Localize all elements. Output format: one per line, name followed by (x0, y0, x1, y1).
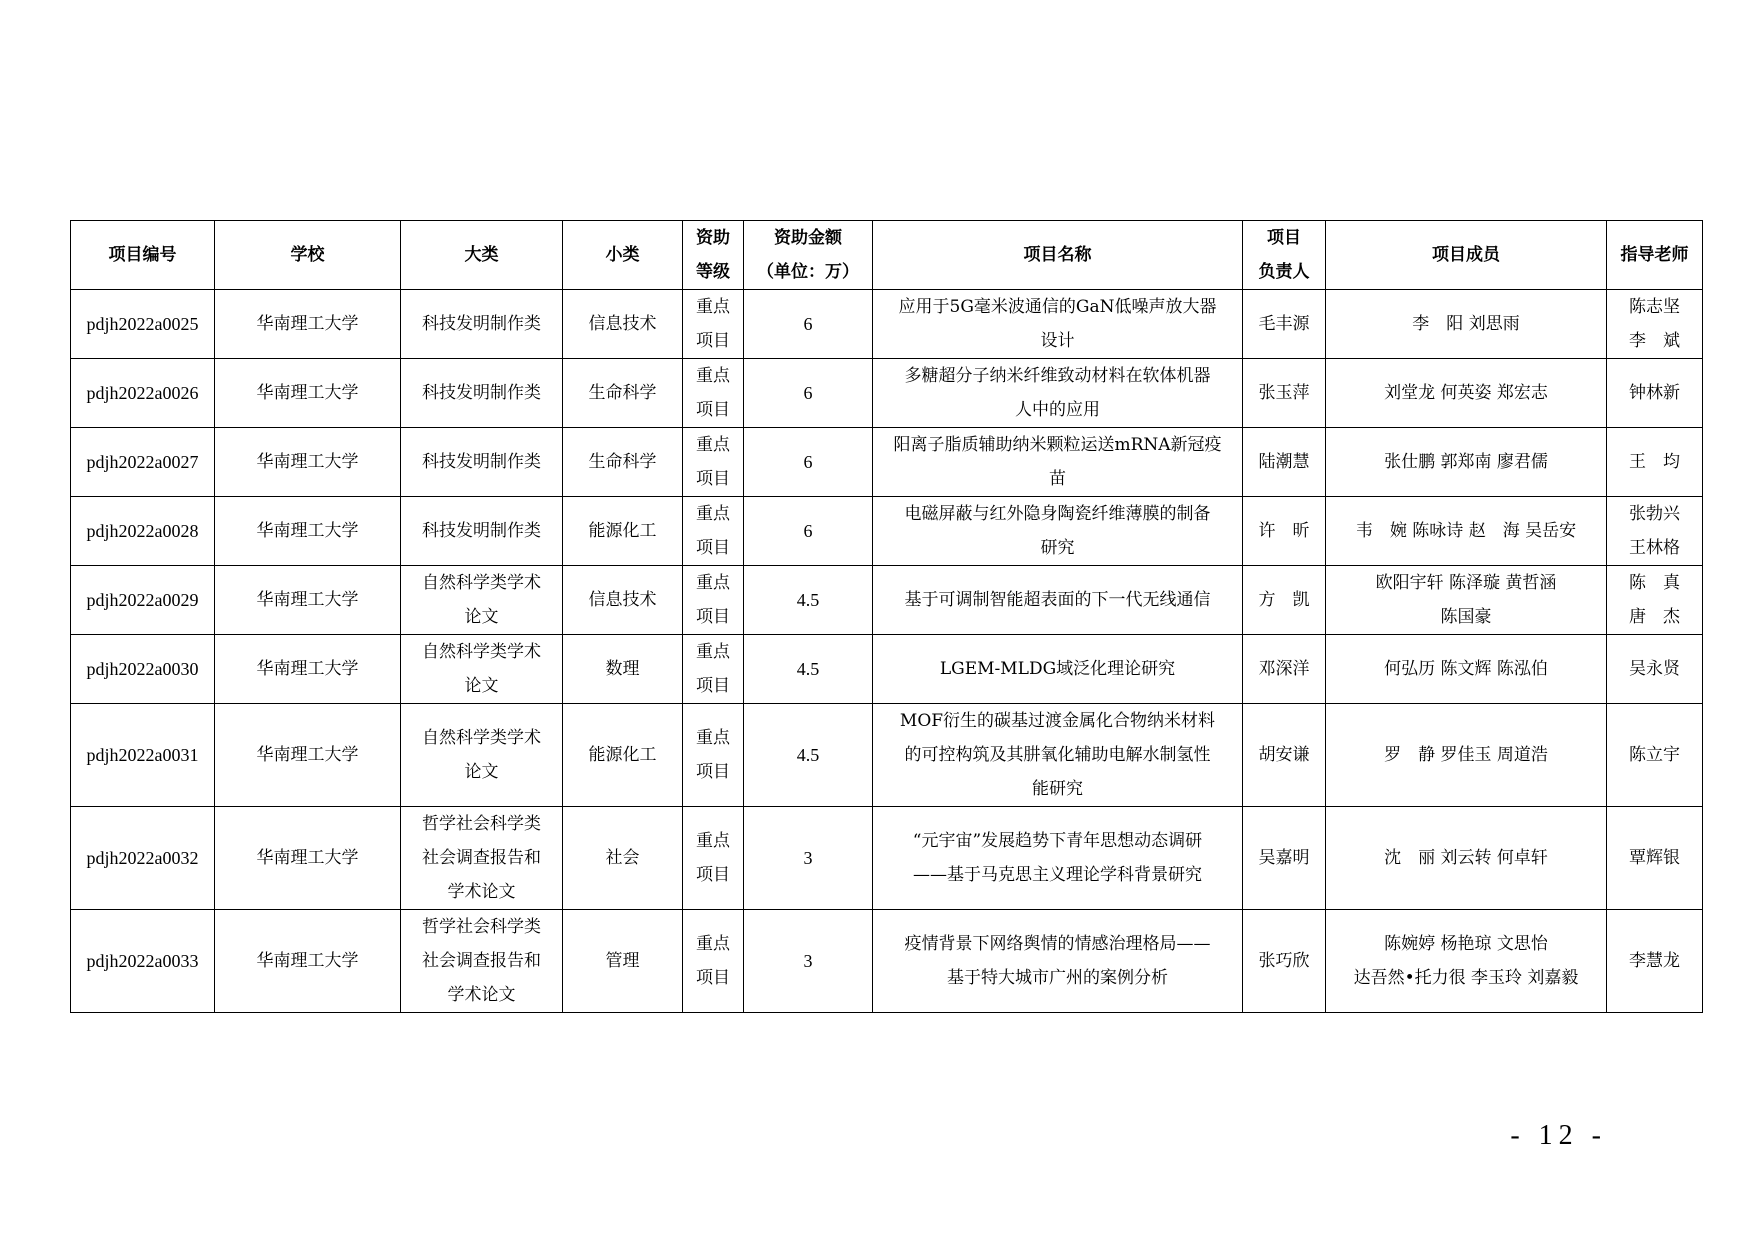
cell-line: 多糖超分子纳米纤维致动材料在软体机器 (904, 366, 1211, 386)
cell-line: “元宇宙”发展趋势下青年思想动态调研 (912, 831, 1203, 851)
cell-line: 科技发明制作类 (422, 383, 541, 403)
project-title-cell (873, 807, 1243, 910)
funding-level-cell (683, 807, 744, 910)
advisors-cell (1607, 807, 1703, 910)
category-cell (401, 428, 563, 497)
funding-amount-cell: 6 (744, 428, 873, 497)
cell-line: 李慧龙 (1629, 951, 1680, 971)
project-members-cell (1326, 359, 1607, 428)
cell-line: 王 均 (1629, 452, 1680, 472)
project-title-cell (873, 359, 1243, 428)
category-cell (401, 807, 563, 910)
funding-level-cell (683, 290, 744, 359)
advisors-cell (1607, 359, 1703, 428)
cell-line: 陈立宇 (1629, 745, 1680, 765)
cell-line: 的可控构筑及其肼氧化辅助电解水制氢性 (904, 745, 1211, 765)
school-cell: 华南理工大学 (215, 807, 401, 910)
table-row (71, 910, 1703, 1013)
header-project-title (873, 221, 1243, 290)
cell-line: 阳离子脂质辅助纳米颗粒运送mRNA新冠疫 (893, 435, 1222, 455)
cell-line: 项目 (696, 607, 730, 627)
cell-line: 电磁屏蔽与红外隐身陶瓷纤维薄膜的制备 (904, 504, 1211, 524)
project-title-cell (873, 704, 1243, 807)
school-cell: 华南理工大学 (215, 566, 401, 635)
school-cell: 华南理工大学 (215, 704, 401, 807)
table-row (71, 428, 1703, 497)
cell-line: 重点 (696, 366, 730, 386)
funding-amount-cell: 4.5 (744, 635, 873, 704)
cell-line: 哲学社会科学类 (422, 917, 541, 937)
header-line: 项目名称 (1023, 245, 1092, 265)
cell-line: 陈婉婷 杨艳琼 文思怡 (1384, 934, 1548, 954)
cell-line: 重点 (696, 831, 730, 851)
project-leader-cell: 胡安谦 (1243, 704, 1326, 807)
project-members-cell (1326, 566, 1607, 635)
category-cell (401, 497, 563, 566)
cell-line: 学术论文 (447, 985, 516, 1005)
project-leader-cell: 张巧欣 (1243, 910, 1326, 1013)
project-members-cell (1326, 704, 1607, 807)
project-leader-cell: 吴嘉明 (1243, 807, 1326, 910)
project-members-cell (1326, 635, 1607, 704)
project-leader-cell: 许 昕 (1243, 497, 1326, 566)
subcategory-cell: 信息技术 (563, 566, 683, 635)
project-title-cell (873, 290, 1243, 359)
header-advisors (1607, 221, 1703, 290)
project-table (70, 220, 1703, 1013)
advisors-cell (1607, 635, 1703, 704)
subcategory-cell: 生命科学 (563, 359, 683, 428)
cell-line: 王林格 (1629, 538, 1680, 558)
cell-line: 自然科学类学术 (422, 728, 541, 748)
cell-line: 覃辉银 (1629, 848, 1680, 868)
table-row (71, 497, 1703, 566)
cell-line: 李 斌 (1629, 331, 1680, 351)
funding-level-cell (683, 566, 744, 635)
project-code-cell: pdjh2022a0025 (71, 290, 215, 359)
cell-line: 科技发明制作类 (422, 314, 541, 334)
cell-line: 重点 (696, 435, 730, 455)
subcategory-cell: 数理 (563, 635, 683, 704)
project-title-cell (873, 566, 1243, 635)
cell-line: 陈志坚 (1629, 297, 1680, 317)
category-cell (401, 910, 563, 1013)
school-cell: 华南理工大学 (215, 359, 401, 428)
cell-line: 人中的应用 (1015, 400, 1100, 420)
funding-level-cell (683, 635, 744, 704)
header-project-members (1326, 221, 1607, 290)
table-row (71, 290, 1703, 359)
cell-line: 社会调查报告和 (422, 848, 541, 868)
school-cell: 华南理工大学 (215, 290, 401, 359)
cell-line: 学术论文 (447, 882, 516, 902)
school-cell: 华南理工大学 (215, 497, 401, 566)
funding-amount-cell: 6 (744, 290, 873, 359)
table-row (71, 359, 1703, 428)
cell-line: 韦 婉 陈咏诗 赵 海 吴岳安 (1355, 521, 1577, 541)
cell-line: 陈 真 (1629, 573, 1680, 593)
project-members-cell (1326, 807, 1607, 910)
cell-line: 疫情背景下网络舆情的情感治理格局—— (904, 934, 1211, 954)
advisors-cell (1607, 497, 1703, 566)
category-cell (401, 704, 563, 807)
header-subcategory (563, 221, 683, 290)
project-code-cell: pdjh2022a0031 (71, 704, 215, 807)
cell-line: 论文 (464, 607, 499, 627)
cell-line: 自然科学类学术 (422, 573, 541, 593)
project-leader-cell: 邓深洋 (1243, 635, 1326, 704)
header-line: 资助 (696, 228, 730, 248)
project-leader-cell: 方 凯 (1243, 566, 1326, 635)
advisors-cell (1607, 566, 1703, 635)
cell-line: 重点 (696, 934, 730, 954)
cell-line: 重点 (696, 504, 730, 524)
category-cell (401, 635, 563, 704)
cell-line: LGEM-MLDG域泛化理论研究 (939, 659, 1176, 679)
project-members-cell (1326, 428, 1607, 497)
subcategory-cell: 生命科学 (563, 428, 683, 497)
cell-line: 项目 (696, 676, 730, 696)
cell-line: MOF衍生的碳基过渡金属化合物纳米材料 (899, 711, 1216, 731)
header-line: 指导老师 (1620, 245, 1689, 265)
header-line: （单位：万） (757, 262, 859, 282)
category-cell (401, 566, 563, 635)
project-leader-cell: 陆潮慧 (1243, 428, 1326, 497)
advisors-cell (1607, 290, 1703, 359)
cell-line: 刘堂龙 何英姿 郑宏志 (1384, 383, 1548, 403)
cell-line: 达吾然•托力很 李玉玲 刘嘉毅 (1353, 968, 1579, 988)
cell-line: 研究 (1040, 538, 1075, 558)
category-cell (401, 290, 563, 359)
project-title-cell (873, 428, 1243, 497)
cell-line: 重点 (696, 642, 730, 662)
table-row (71, 807, 1703, 910)
funding-level-cell (683, 359, 744, 428)
header-line: 资助金额 (774, 228, 842, 248)
header-line: 小类 (605, 245, 640, 265)
project-code-cell: pdjh2022a0033 (71, 910, 215, 1013)
cell-line: 应用于5G毫米波通信的GaN低噪声放大器 (898, 297, 1217, 317)
cell-line: 项目 (696, 400, 730, 420)
school-cell: 华南理工大学 (215, 910, 401, 1013)
subcategory-cell: 能源化工 (563, 704, 683, 807)
funding-amount-cell: 4.5 (744, 566, 873, 635)
cell-line: 设计 (1040, 331, 1075, 351)
cell-line: 钟林新 (1629, 383, 1680, 403)
cell-line: 项目 (696, 469, 730, 489)
subcategory-cell: 管理 (563, 910, 683, 1013)
category-cell (401, 359, 563, 428)
header-project-code (71, 221, 215, 290)
funding-amount-cell: 3 (744, 910, 873, 1013)
header-line: 项目成员 (1432, 245, 1500, 265)
cell-line: 项目 (696, 968, 730, 988)
table-row (71, 635, 1703, 704)
header-line: 项目 (1267, 228, 1301, 248)
header-line: 等级 (696, 262, 730, 282)
project-members-cell (1326, 497, 1607, 566)
cell-line: 项目 (696, 331, 730, 351)
cell-line: 基于可调制智能超表面的下一代无线通信 (904, 590, 1211, 610)
header-line: 大类 (464, 245, 499, 265)
cell-line: 重点 (696, 728, 730, 748)
cell-line: 唐 杰 (1629, 607, 1680, 627)
header-school (215, 221, 401, 290)
advisors-cell (1607, 910, 1703, 1013)
header-project-leader (1243, 221, 1326, 290)
funding-amount-cell: 4.5 (744, 704, 873, 807)
cell-line: 项目 (696, 865, 730, 885)
project-code-cell: pdjh2022a0029 (71, 566, 215, 635)
table-row (71, 566, 1703, 635)
funding-amount-cell: 6 (744, 497, 873, 566)
project-code-cell: pdjh2022a0028 (71, 497, 215, 566)
funding-level-cell (683, 704, 744, 807)
subcategory-cell: 社会 (563, 807, 683, 910)
cell-line: 项目 (696, 538, 730, 558)
cell-line: 沈 丽 刘云转 何卓轩 (1384, 848, 1548, 868)
header-line: 学校 (290, 245, 325, 265)
project-title-cell (873, 910, 1243, 1013)
project-members-cell (1326, 910, 1607, 1013)
advisors-cell (1607, 704, 1703, 807)
header-funding-level (683, 221, 744, 290)
project-members-cell (1326, 290, 1607, 359)
funding-amount-cell: 6 (744, 359, 873, 428)
funding-level-cell (683, 428, 744, 497)
project-leader-cell: 毛丰源 (1243, 290, 1326, 359)
header-funding-amount (744, 221, 873, 290)
header-line: 项目编号 (108, 245, 177, 265)
school-cell: 华南理工大学 (215, 428, 401, 497)
funding-level-cell (683, 497, 744, 566)
table-row (71, 704, 1703, 807)
header-line: 负责人 (1258, 262, 1310, 282)
table-header-row (71, 221, 1703, 290)
cell-line: 科技发明制作类 (422, 452, 541, 472)
cell-line: 欧阳宇轩 陈泽璇 黄哲涵 (1375, 573, 1557, 593)
cell-line: 项目 (696, 762, 730, 782)
cell-line: 基于特大城市广州的案例分析 (947, 968, 1168, 988)
project-code-cell: pdjh2022a0030 (71, 635, 215, 704)
cell-line: 罗 静 罗佳玉 周道浩 (1384, 745, 1548, 765)
funding-level-cell (683, 910, 744, 1013)
cell-line: 苗 (1049, 469, 1066, 489)
cell-line: 张勃兴 (1629, 504, 1680, 524)
cell-line: 论文 (464, 676, 499, 696)
cell-line: 张仕鹏 郭郑南 廖君儒 (1384, 452, 1548, 472)
cell-line: 社会调查报告和 (422, 951, 541, 971)
project-code-cell: pdjh2022a0032 (71, 807, 215, 910)
header-category (401, 221, 563, 290)
cell-line: 陈国豪 (1440, 607, 1492, 627)
subcategory-cell: 信息技术 (563, 290, 683, 359)
advisors-cell (1607, 428, 1703, 497)
school-cell: 华南理工大学 (215, 635, 401, 704)
cell-line: 何弘历 陈文辉 陈泓伯 (1384, 659, 1548, 679)
project-leader-cell: 张玉萍 (1243, 359, 1326, 428)
table-body (71, 290, 1703, 1013)
project-code-cell: pdjh2022a0026 (71, 359, 215, 428)
project-code-cell: pdjh2022a0027 (71, 428, 215, 497)
cell-line: ——基于马克思主义理论学科背景研究 (913, 865, 1202, 885)
cell-line: 能研究 (1032, 779, 1083, 799)
project-title-cell (873, 635, 1243, 704)
funding-amount-cell: 3 (744, 807, 873, 910)
cell-line: 重点 (696, 297, 730, 317)
page-number: - 12 - (1510, 1120, 1607, 1151)
cell-line: 科技发明制作类 (422, 521, 541, 541)
cell-line: 自然科学类学术 (422, 642, 541, 662)
cell-line: 李 阳 刘思雨 (1412, 314, 1520, 334)
cell-line: 哲学社会科学类 (422, 814, 541, 834)
cell-line: 论文 (464, 762, 499, 782)
cell-line: 吴永贤 (1629, 659, 1680, 679)
project-title-cell (873, 497, 1243, 566)
subcategory-cell: 能源化工 (563, 497, 683, 566)
cell-line: 重点 (696, 573, 730, 593)
